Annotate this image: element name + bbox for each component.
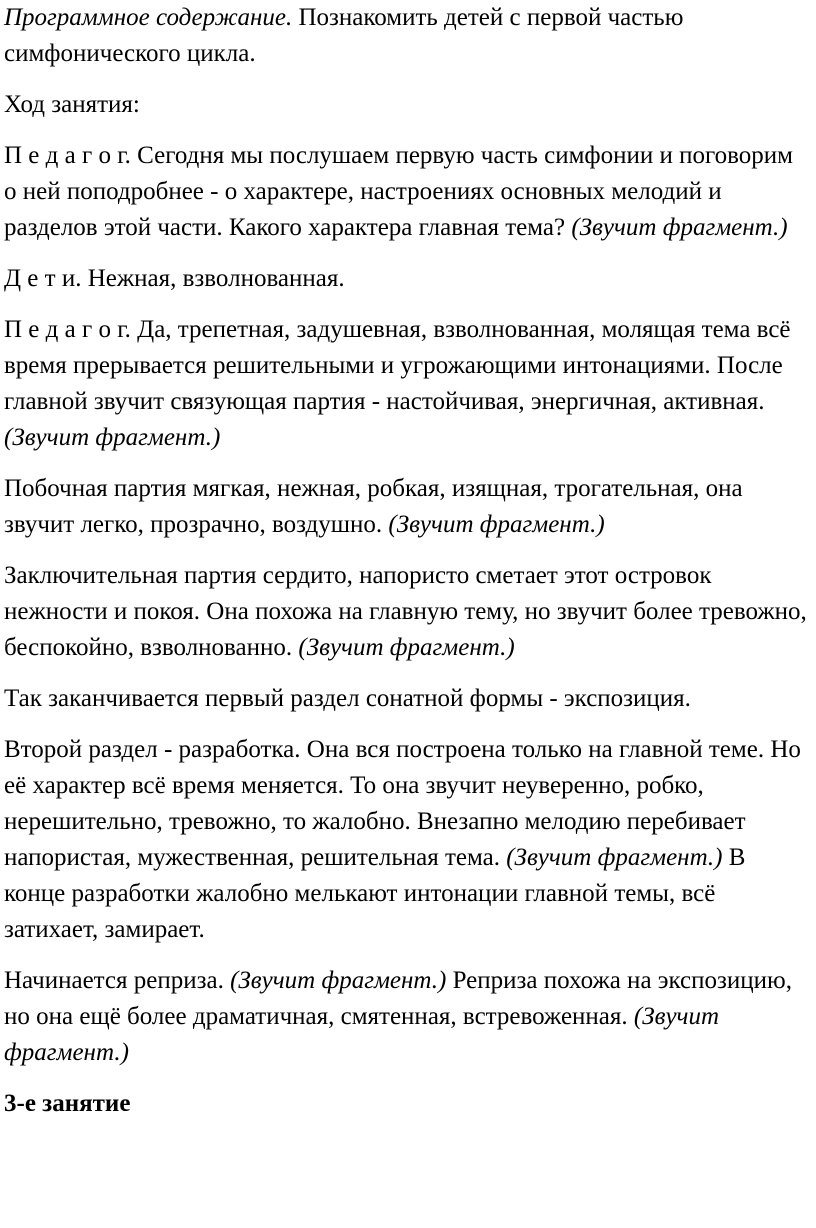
- development-paragraph: [4, 732, 810, 948]
- stage-note: (Звучит фрагмент.): [4, 424, 221, 451]
- stage-note: (Звучит фрагмент.): [506, 844, 723, 871]
- program-content-label: Программное содержание.: [4, 4, 293, 31]
- paragraph-text: Сегодня мы послушаем первую часть симфонии и поговорим о ней поподробнее - о характере, настроениях основных мелодий и разделов этой части. Какого характера главная тема?: [4, 142, 793, 241]
- exposition-paragraph: [4, 681, 810, 717]
- speaker-label: Д е т и.: [4, 265, 82, 292]
- children-paragraph: [4, 261, 810, 297]
- section-heading: [4, 1086, 810, 1122]
- reprise-paragraph: [4, 963, 810, 1071]
- secondary-theme-paragraph: [4, 471, 810, 543]
- lesson-progress-heading: [4, 87, 810, 123]
- stage-note: (Звучит фрагмент.): [571, 214, 788, 241]
- stage-note-2: (Звучит фрагмент.): [4, 1003, 720, 1066]
- paragraph-text: Да, трепетная, задушевная, взволнованная, молящая тема всё время прерывается решительными и угрожающими интонациями. После главной звучит связующая партия - настойчивая, энергичная, активная.: [4, 316, 791, 415]
- paragraph-text-continued: Реприза похожа на экспозицию, но она ещё более драматичная, смятенная, встревоженная.: [4, 967, 792, 1030]
- teacher-paragraph-1: [4, 138, 810, 246]
- stage-note: (Звучит фрагмент.): [298, 634, 515, 661]
- closing-theme-paragraph: [4, 558, 810, 666]
- paragraph-text: Заключительная партия сердито, напористо сметает этот островок нежности и покоя. Она похожа на главную тему, но звучит более тревожно, беспокойно, взволнованно.: [4, 562, 807, 661]
- stage-note: (Звучит фрагмент.): [230, 967, 447, 994]
- speaker-label: П е д а г о г.: [4, 316, 131, 343]
- lesson-progress-text: Ход занятия:: [4, 91, 140, 118]
- speaker-label: П е д а г о г.: [4, 142, 131, 169]
- paragraph-text: Нежная, взволнованная.: [81, 265, 345, 292]
- stage-note: (Звучит фрагмент.): [388, 511, 605, 538]
- paragraph-text: Начинается реприза.: [4, 967, 231, 994]
- section-heading-text: 3-е занятие: [4, 1090, 131, 1117]
- program-content-text: Познакомить детей с первой частью симфонического цикла.: [4, 4, 684, 67]
- teacher-paragraph-2: [4, 312, 810, 456]
- paragraph-text: Второй раздел - разработка. Она вся построена только на главной теме. Но её характер всё время меняется. То она звучит неуверенно, робко, нерешительно, тревожно, то жалобно. Внезапно мелодию перебивает напористая, мужественная, решительная тема.: [4, 736, 801, 871]
- program-content-paragraph: [4, 0, 810, 72]
- paragraph-text-continued: В конце разработки жалобно мелькают интонации главной темы, всё затихает, замирает.: [4, 844, 746, 943]
- paragraph-text: Побочная партия мягкая, нежная, робкая, изящная, трогательная, она звучит легко, прозрачно, воздушно.: [4, 475, 743, 538]
- paragraph-text: Так заканчивается первый раздел сонатной формы - экспозиция.: [4, 685, 691, 712]
